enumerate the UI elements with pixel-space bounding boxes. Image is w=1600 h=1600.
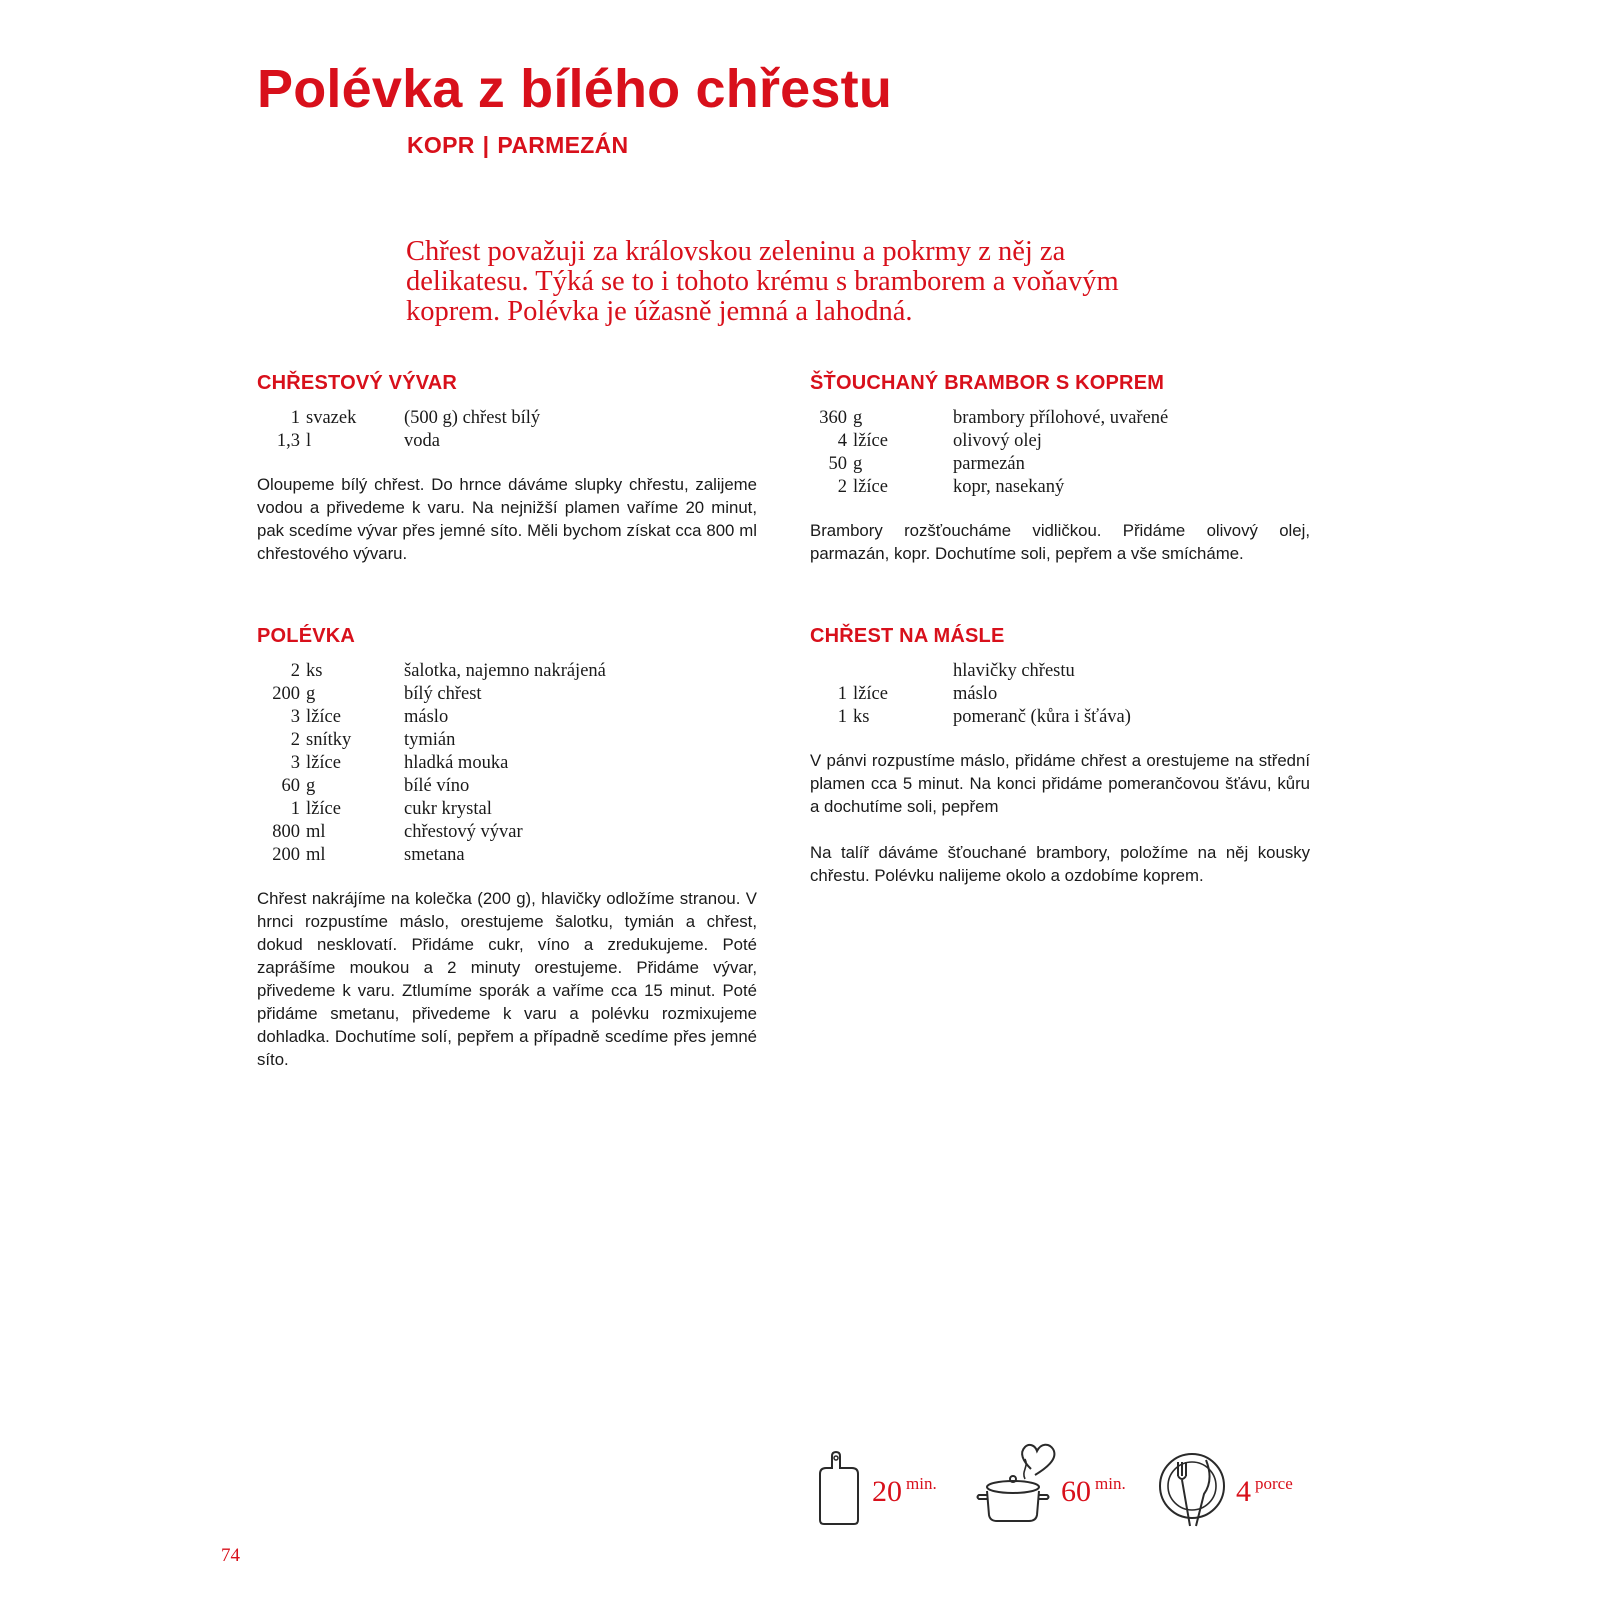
- ingredient-unit: l: [306, 431, 312, 451]
- servings-unit: porce: [1255, 1474, 1293, 1493]
- ingredient-qty: 360: [819, 408, 847, 428]
- section-title: CHŘEST NA MÁSLE: [810, 625, 1005, 647]
- method-text: Chřest nakrájíme na kolečka (200 g), hlavičky odložíme stranou. V hrnci rozpustíme máslo, orestujeme šalotku, tymián a chřest, dokud nesklovatí. Přidáme cukr, víno a zredukujeme. Poté zaprášíme moukou a 2 minuty orestujeme. Přidáme vývar, přivedeme k varu. Ztlumíme sporák a vaříme cca 15 minut. Poté přidáme smetanu, přivedeme k varu a polévku rozmixujeme dohladka. Dochutíme solí, pepřem a případně scedíme přes jemné síto.: [257, 889, 757, 1069]
- ingredient-unit: svazek: [306, 408, 357, 428]
- method-text: V pánvi rozpustíme máslo, přidáme chřest a orestujeme na střední plamen cca 5 minut. Na konci přidáme pomerančovou šťávu, kůru a dochutíme soli, pepřem: [810, 751, 1310, 816]
- section-title: POLÉVKA: [257, 625, 356, 647]
- ingredient-name: (500 g) chřest bílý: [404, 408, 541, 428]
- ingredient-row: [257, 821, 606, 844]
- method-text: Oloupeme bílý chřest. Do hrnce dáváme slupky chřestu, zalijeme vodou a přivedeme k varu. Na nejnižší plamen vaříme 20 minut, pak scedíme vývar přes jemné síto. Měli bychom získat cca 800 ml chřestového vývaru.: [257, 475, 757, 563]
- plate-cutlery-icon: [1154, 1450, 1230, 1530]
- ingredient-qty: 2: [837, 477, 847, 497]
- section-title: CHŘESTOVÝ VÝVAR: [257, 372, 458, 394]
- cook-time-stat: [975, 1435, 1063, 1527]
- ingredient-row: [810, 476, 1168, 499]
- ingredient-row: [257, 430, 540, 453]
- ingredient-qty: 2: [290, 661, 300, 681]
- page-number: 74: [221, 1545, 240, 1566]
- subtitle-separator: |: [482, 132, 490, 158]
- ingredient-qty: 50: [828, 454, 847, 474]
- ingredient-name: máslo: [953, 684, 998, 704]
- ingredient-name: kopr, nasekaný: [953, 477, 1065, 497]
- ingredient-name: hladká mouka: [404, 753, 509, 773]
- ingredient-unit: lžíce: [306, 707, 341, 727]
- ingredient-unit: g: [853, 408, 863, 428]
- ingredient-name: šalotka, najemno nakrájená: [404, 661, 606, 681]
- ingredient-row: [810, 453, 1168, 476]
- cook-time-value: 60: [1061, 1475, 1091, 1508]
- ingredient-list: [810, 407, 1168, 499]
- ingredient-unit: g: [306, 776, 316, 796]
- recipe-title: Polévka z bílého chřestu: [257, 59, 893, 119]
- subtitle-right: PARMEZÁN: [497, 132, 629, 158]
- ingredient-unit: lžíce: [306, 753, 341, 773]
- ingredient-list: [257, 407, 540, 453]
- ingredient-qty: 1: [290, 408, 300, 428]
- ingredient-unit: g: [853, 454, 863, 474]
- ingredient-name: hlavičky chřestu: [953, 661, 1075, 681]
- ingredient-row: [257, 407, 540, 430]
- ingredient-row: [257, 798, 606, 821]
- prep-time-value: 20: [872, 1475, 902, 1508]
- ingredient-unit: ks: [306, 661, 323, 681]
- cooking-pot-icon: [975, 1435, 1063, 1527]
- section-vyvar: [257, 372, 757, 565]
- ingredient-qty: 200: [272, 845, 300, 865]
- ingredient-name: pomeranč (kůra i šťáva): [953, 707, 1131, 727]
- cook-time: [1061, 1474, 1126, 1509]
- ingredient-unit: lžíce: [853, 431, 888, 451]
- ingredient-qty: 2: [290, 730, 300, 750]
- servings: [1236, 1474, 1293, 1509]
- ingredient-row: [810, 430, 1168, 453]
- ingredient-name: parmezán: [953, 454, 1025, 474]
- ingredient-qty: 60: [281, 776, 300, 796]
- ingredient-unit: snítky: [306, 730, 352, 750]
- ingredient-qty: 1: [837, 684, 847, 704]
- recipe-subtitle: [407, 132, 628, 159]
- cook-time-unit: min.: [1095, 1474, 1126, 1493]
- ingredient-qty: 800: [272, 822, 300, 842]
- ingredient-list: [810, 660, 1131, 729]
- ingredient-row: [810, 407, 1168, 430]
- ingredient-row: [810, 706, 1131, 729]
- ingredient-unit: [853, 660, 953, 683]
- ingredient-row: [810, 660, 1131, 683]
- ingredient-qty: 200: [272, 684, 300, 704]
- section-title: ŠŤOUCHANÝ BRAMBOR S KOPREM: [810, 372, 1165, 394]
- ingredient-name: chřestový vývar: [404, 822, 523, 842]
- ingredient-row: [257, 683, 606, 706]
- cutting-board-icon: [812, 1450, 864, 1526]
- ingredient-row: [257, 844, 606, 867]
- servings-value: 4: [1236, 1475, 1251, 1508]
- recipe-intro: Chřest považuji za královskou zeleninu a pokrmy z něj za delikatesu. Týká se to i tohoto krému s bramborem a voňavým koprem. Polévka je úžasně jemná a lahodná.: [406, 235, 1119, 327]
- ingredient-row: [257, 775, 606, 798]
- ingredient-row: [257, 729, 606, 752]
- ingredient-qty: 4: [837, 431, 847, 451]
- ingredient-unit: lžíce: [853, 477, 888, 497]
- servings-stat: [1154, 1450, 1230, 1530]
- ingredient-unit: ml: [306, 822, 326, 842]
- ingredient-name: smetana: [404, 845, 465, 865]
- prep-time-stat: [812, 1450, 864, 1526]
- ingredient-name: brambory přílohové, uvařené: [953, 408, 1169, 428]
- ingredient-list: [257, 660, 606, 867]
- ingredient-name: tymián: [404, 730, 456, 750]
- ingredient-unit: ml: [306, 845, 326, 865]
- ingredient-qty: 1: [290, 799, 300, 819]
- prep-time-unit: min.: [906, 1474, 937, 1493]
- section-polevka: [257, 625, 757, 1071]
- method-text: Brambory rozšťoucháme vidličkou. Přidáme olivový olej, parmazán, kopr. Dochutíme soli, pepřem a vše smícháme.: [810, 521, 1310, 563]
- ingredient-row: [810, 683, 1131, 706]
- ingredient-qty: 1,3: [276, 431, 300, 451]
- ingredient-unit: ks: [853, 707, 870, 727]
- section-chrest: [810, 625, 1310, 887]
- ingredient-qty: 1: [837, 707, 847, 727]
- ingredient-name: máslo: [404, 707, 449, 727]
- ingredient-name: bílý chřest: [404, 684, 482, 704]
- ingredient-name: voda: [404, 431, 440, 451]
- ingredient-row: [257, 706, 606, 729]
- ingredient-row: [257, 752, 606, 775]
- ingredient-qty: [810, 660, 853, 683]
- ingredient-name: cukr krystal: [404, 799, 492, 819]
- ingredient-unit: lžíce: [306, 799, 341, 819]
- ingredient-row: [257, 660, 606, 683]
- serving-text: Na talíř dáváme šťouchané brambory, položíme na něj kousky chřestu. Polévku nalijeme okolo a ozdobíme koprem.: [810, 843, 1310, 885]
- ingredient-qty: 3: [290, 707, 300, 727]
- ingredient-name: olivový olej: [953, 431, 1042, 451]
- subtitle-left: KOPR: [407, 132, 475, 158]
- prep-time: [872, 1474, 937, 1509]
- section-brambor: [810, 372, 1310, 565]
- ingredient-qty: 3: [290, 753, 300, 773]
- ingredient-unit: g: [306, 684, 316, 704]
- ingredient-name: bílé víno: [404, 776, 470, 796]
- ingredient-unit: lžíce: [853, 684, 888, 704]
